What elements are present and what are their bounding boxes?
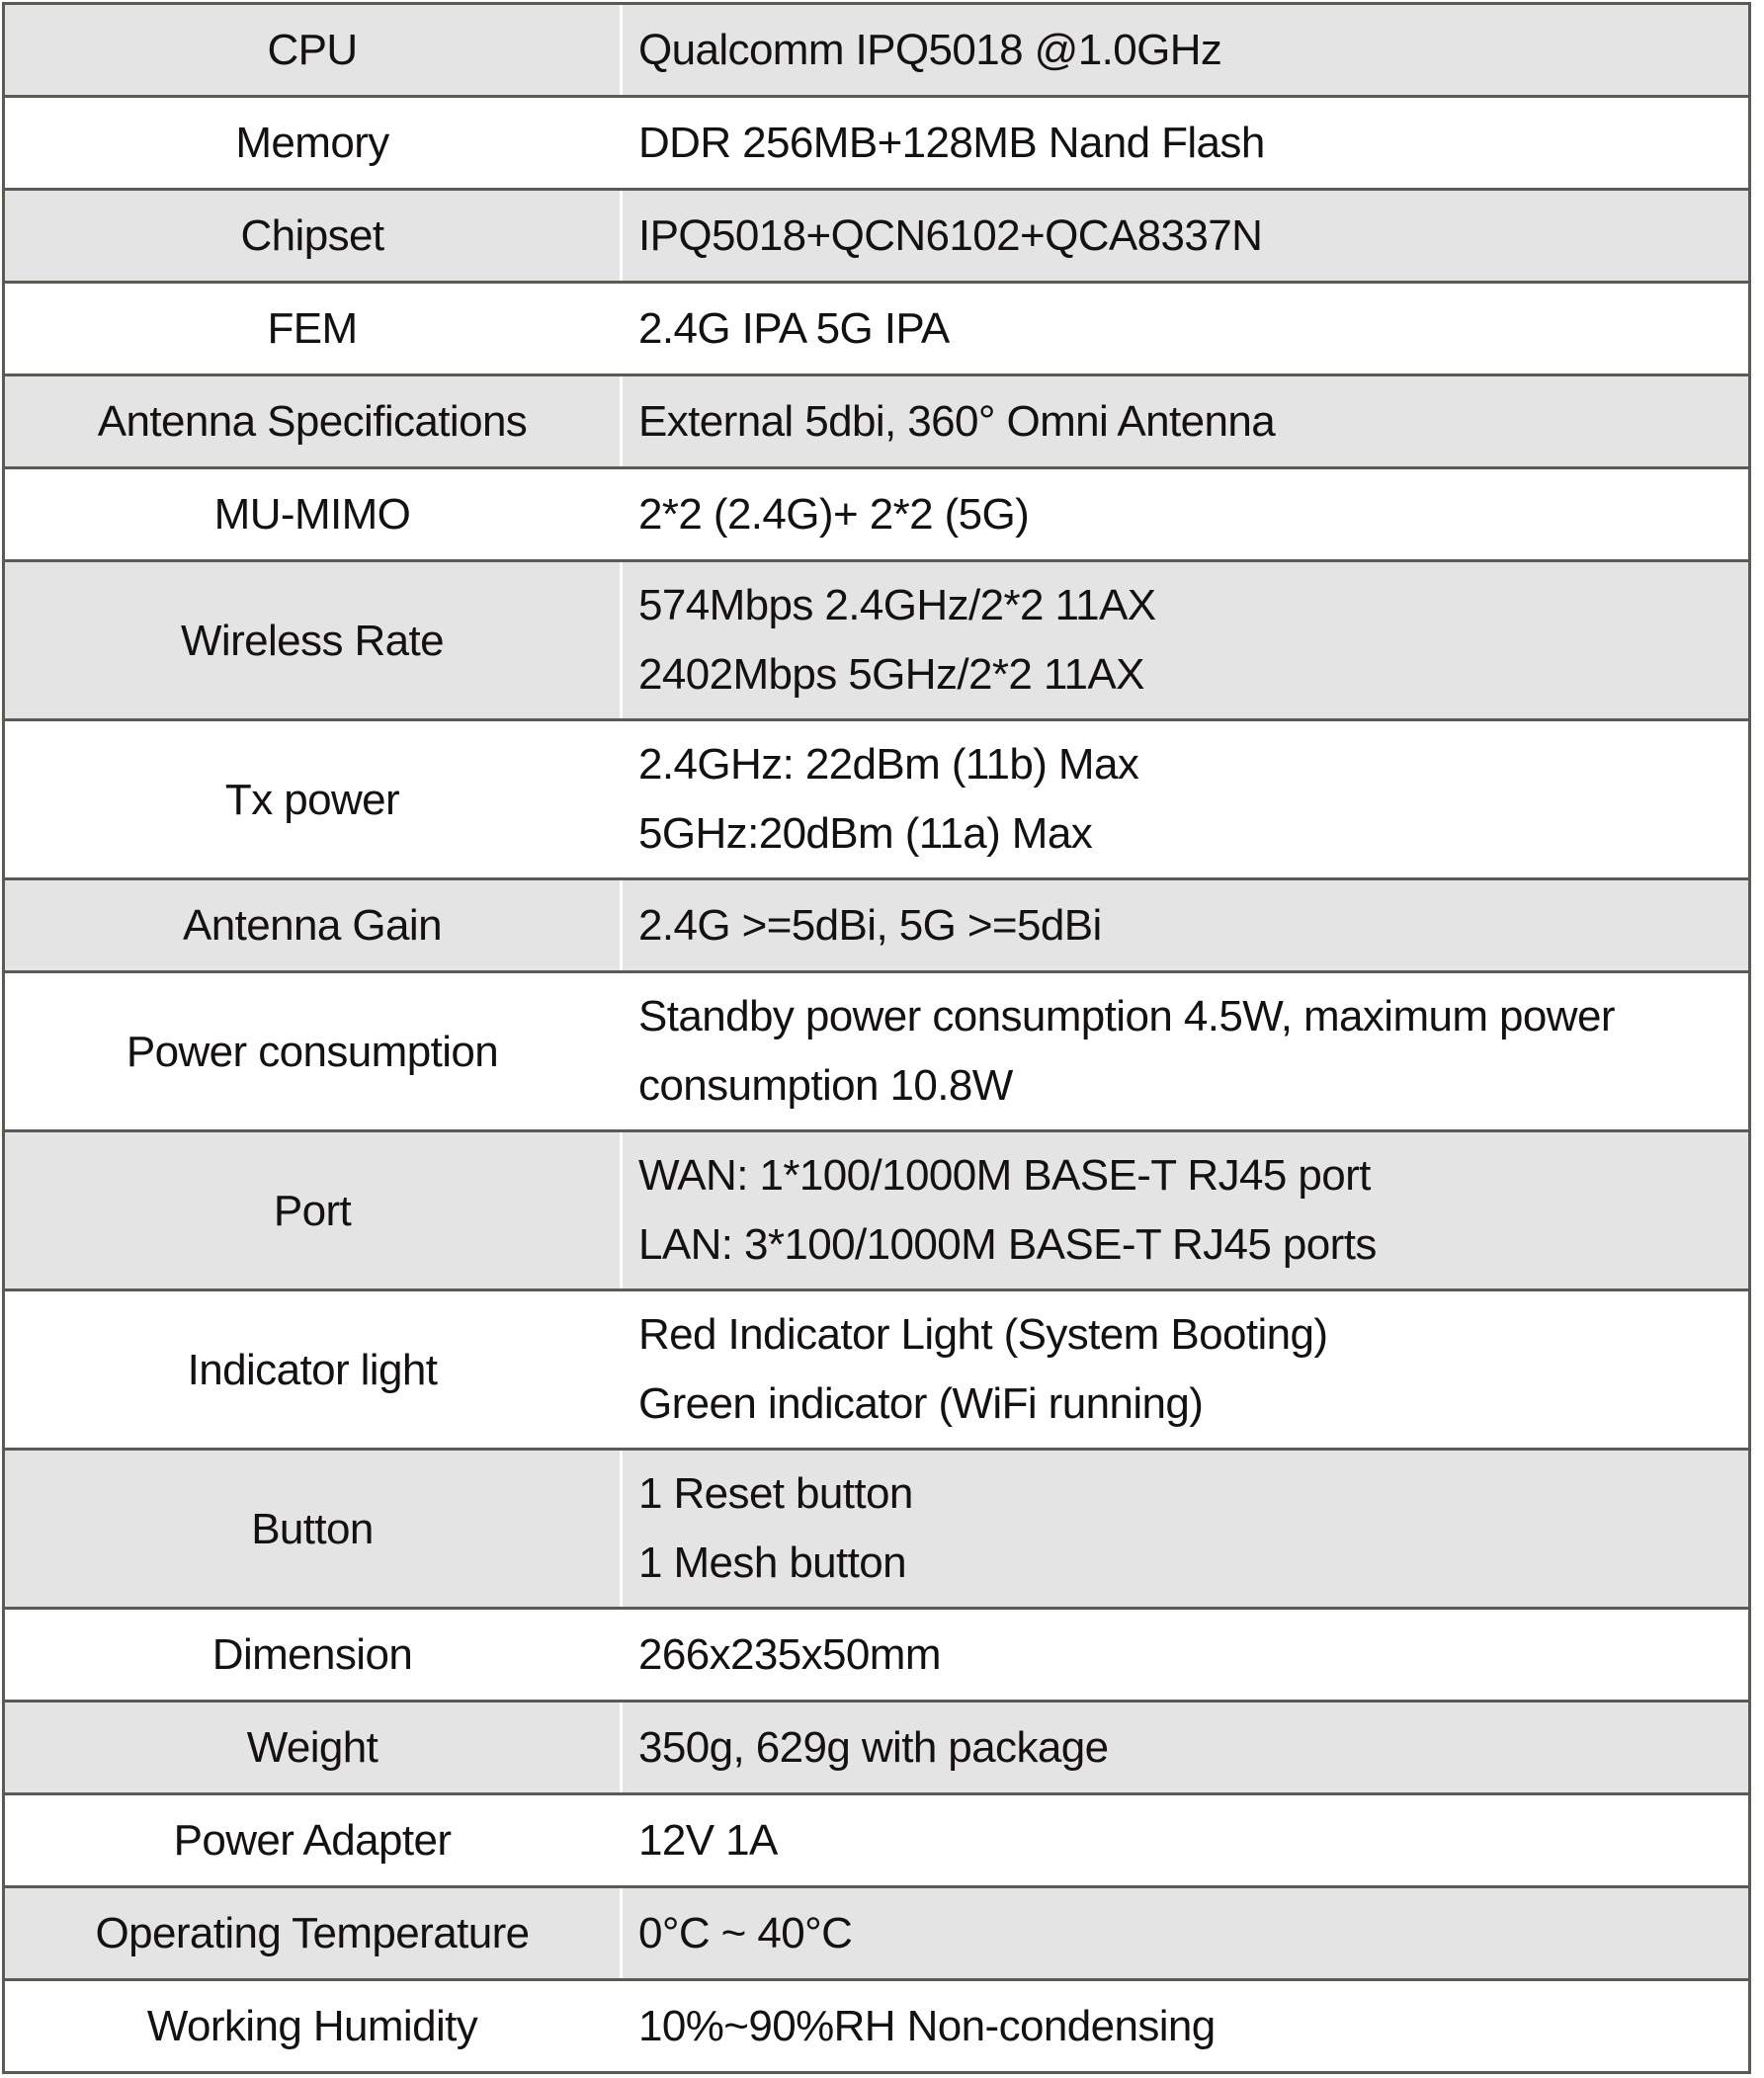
spec-row-working-humidity <box>5 1978 1748 2071</box>
spec-label: Wireless Rate <box>5 562 620 718</box>
spec-value-line: 574Mbps 2.4GHz/2*2 11AX <box>638 581 1156 629</box>
spec-value-line: External 5dbi, 360° Omni Antenna <box>638 396 1276 446</box>
spec-value-line: 5GHz:20dBm (11a) Max <box>638 809 1093 858</box>
spec-value-line: IPQ5018+QCN6102+QCA8337N <box>638 210 1263 260</box>
spec-value-line: Qualcomm IPQ5018 @1.0GHz <box>638 25 1222 74</box>
spec-value <box>623 562 1748 718</box>
spec-row-button <box>5 1448 1748 1607</box>
spec-row-operating-temperature <box>5 1885 1748 1978</box>
spec-value <box>623 721 1748 877</box>
spec-value <box>623 1451 1748 1607</box>
spec-value <box>623 1795 1748 1885</box>
spec-value-line: 1 Mesh button <box>638 1538 907 1587</box>
spec-label: CPU <box>5 5 620 95</box>
spec-value-line: 1 Reset button <box>638 1469 913 1518</box>
spec-label: Power consumption <box>5 973 620 1129</box>
spec-value <box>623 469 1748 559</box>
spec-row-mu-mimo <box>5 466 1748 559</box>
spec-value-line: 2*2 (2.4G)+ 2*2 (5G) <box>638 489 1030 539</box>
spec-row-power-consumption <box>5 970 1748 1129</box>
spec-value-line: 2.4G >=5dBi, 5G >=5dBi <box>638 900 1102 950</box>
spec-label: Dimension <box>5 1610 620 1700</box>
spec-row-antenna-gain <box>5 877 1748 970</box>
spec-label: Operating Temperature <box>5 1888 620 1978</box>
spec-label: Power Adapter <box>5 1795 620 1885</box>
spec-value-line: 2.4GHz: 22dBm (11b) Max <box>638 740 1139 789</box>
spec-row-memory <box>5 95 1748 188</box>
spec-label: Memory <box>5 98 620 188</box>
spec-row-chipset <box>5 188 1748 281</box>
spec-label: Indicator light <box>5 1291 620 1448</box>
spec-label: FEM <box>5 284 620 374</box>
spec-value-line: Standby power consumption 4.5W, maximum power consumption 10.8W <box>638 992 1615 1110</box>
spec-value-line: DDR 256MB+128MB Nand Flash <box>638 118 1265 167</box>
spec-row-fem <box>5 281 1748 374</box>
spec-value-line: LAN: 3*100/1000M BASE-T RJ45 ports <box>638 1220 1377 1269</box>
spec-value <box>623 284 1748 374</box>
spec-value <box>623 98 1748 188</box>
spec-table <box>2 2 1751 2074</box>
spec-label: Port <box>5 1132 620 1288</box>
spec-value <box>623 1132 1748 1288</box>
spec-value <box>623 376 1748 466</box>
spec-value-line: 2402Mbps 5GHz/2*2 11AX <box>638 650 1144 699</box>
spec-label: Chipset <box>5 191 620 281</box>
spec-row-antenna-specifications <box>5 374 1748 466</box>
spec-value-line: 2.4G IPA 5G IPA <box>638 303 950 353</box>
spec-value-line: 350g, 629g with package <box>638 1722 1109 1772</box>
spec-row-cpu <box>5 5 1748 95</box>
spec-value <box>623 880 1748 970</box>
spec-row-tx-power <box>5 718 1748 877</box>
spec-value <box>623 1610 1748 1700</box>
spec-value <box>623 1291 1748 1448</box>
spec-row-dimension <box>5 1607 1748 1700</box>
spec-value-line: 10%~90%RH Non-condensing <box>638 2001 1216 2050</box>
spec-label: Weight <box>5 1703 620 1792</box>
spec-value <box>623 1703 1748 1792</box>
spec-label: MU-MIMO <box>5 469 620 559</box>
spec-value <box>623 973 1748 1129</box>
spec-label: Tx power <box>5 721 620 877</box>
spec-row-weight <box>5 1700 1748 1792</box>
spec-value-line: 12V 1A <box>638 1815 778 1865</box>
spec-value <box>623 1888 1748 1978</box>
spec-value-line: Green indicator (WiFi running) <box>638 1379 1204 1428</box>
spec-value <box>623 5 1748 95</box>
spec-label: Antenna Gain <box>5 880 620 970</box>
spec-label: Antenna Specifications <box>5 376 620 466</box>
spec-value <box>623 1981 1748 2071</box>
spec-row-power-adapter <box>5 1792 1748 1885</box>
spec-row-indicator-light <box>5 1288 1748 1448</box>
spec-value <box>623 191 1748 281</box>
spec-row-wireless-rate <box>5 559 1748 718</box>
spec-value-line: Red Indicator Light (System Booting) <box>638 1310 1328 1359</box>
spec-row-port <box>5 1129 1748 1288</box>
spec-label: Button <box>5 1451 620 1607</box>
spec-value-line: 0°C ~ 40°C <box>638 1908 853 1957</box>
spec-value-line: WAN: 1*100/1000M BASE-T RJ45 port <box>638 1151 1371 1200</box>
spec-value-line: 266x235x50mm <box>638 1629 941 1679</box>
spec-label: Working Humidity <box>5 1981 620 2071</box>
